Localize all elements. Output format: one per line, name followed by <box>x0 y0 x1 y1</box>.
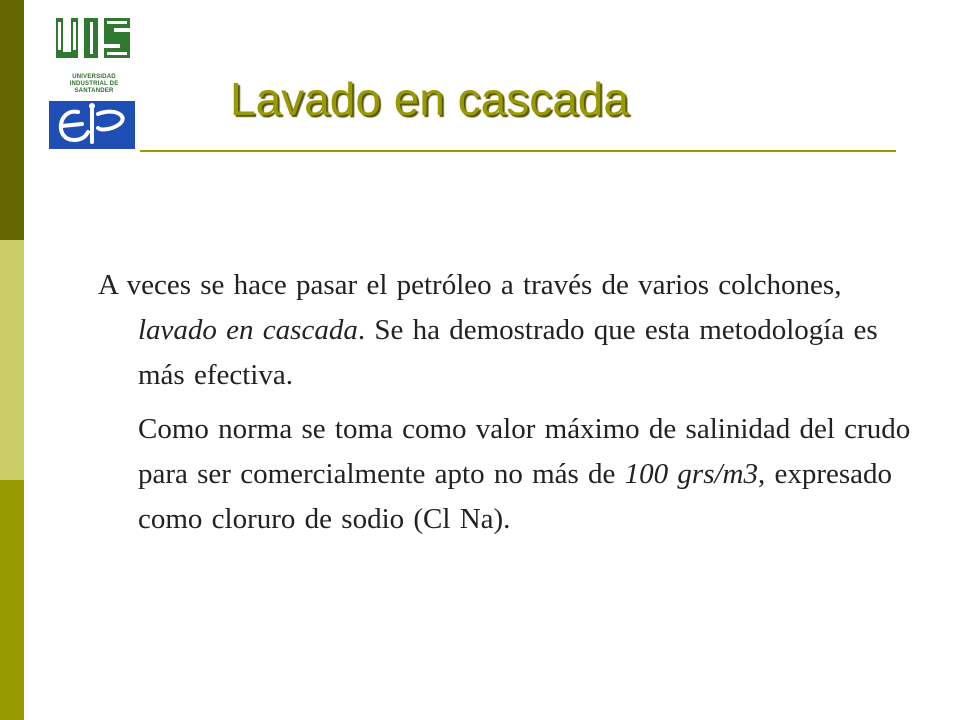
emphasis-term: lavado en cascada <box>138 314 358 346</box>
slide-title: Lavado en cascada <box>230 73 629 125</box>
slide-body <box>98 263 928 551</box>
text-run: Como norma se toma como valor máximo de salinidad del crudo para ser comercialmente apto no más de <box>138 413 911 490</box>
paragraph-cascade-washing <box>98 263 928 398</box>
logo-caption-line: UNIVERSIDAD <box>72 74 116 80</box>
text-run: , expresado como cloruro de sodio (Cl Na). <box>138 458 893 535</box>
uis-logo-caption <box>48 74 140 95</box>
uis-letters-icon <box>54 14 134 72</box>
logo-caption-line: SANTANDER <box>74 88 114 94</box>
side-bar-bottom <box>0 480 24 720</box>
side-bar-middle <box>0 240 24 480</box>
paragraph-salinity-norm <box>98 407 928 542</box>
text-run: A veces se hace pasar el petróleo a través de varios colchones, <box>98 269 842 301</box>
uis-logo <box>48 14 140 150</box>
eip-emblem-icon <box>48 100 136 150</box>
text-run: . Se ha demostrado que esta metodología es más efectiva. <box>138 314 878 391</box>
side-bar-top <box>0 0 24 240</box>
title-underline <box>140 150 896 152</box>
logo-caption-line: INDUSTRIAL DE <box>69 81 119 87</box>
emphasis-value: 100 grs/m3 <box>624 458 758 490</box>
